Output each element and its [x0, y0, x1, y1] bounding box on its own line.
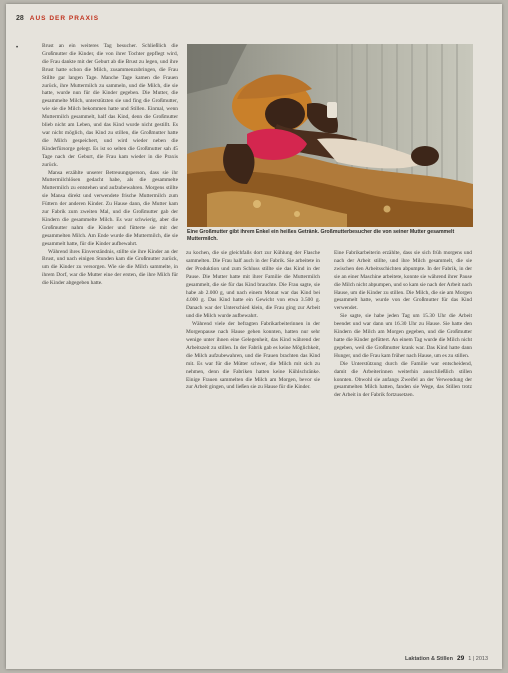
page-footer — [405, 655, 488, 662]
paragraph: Mansa erzählte unserer Betreuungsperson, dass sie ihr Muttermilchlösen gedacht habe, als die gesammelte Muttermilch zu entstehen und aufzubewahren. Morgens stillte sie Mansa direkt und verwendete frische Muttermilch zum Füttern der anderen Kinder. Zu Hause dann, die Mutter kam zur Fabrik zum zweiten Mal, und die Großmutter gab der Kindern die gesammelte Milch. Es war schwierig, aber die Großmutter nahm die Kinder und fütterte sie mit der gesammelten Milch. Am Ende wurde die Muttermilch, die sie gesammelt hatte, für die Kinder aufbewahrt. — [42, 169, 178, 247]
paragraph: Während ihres Einverständnis, stillte sie ihre Kinder an der Brust, und nach einigen Stunden kam die Großmutter zurück, um die Kinder zu versorgen. Wie sie die Milch sammelte, in ihrem Dorf, war die Mutter eine der ersten, die ihre Milch für die Kinder abgegeben hatte. — [42, 248, 178, 287]
section-title: AUS DER PRAXIS — [29, 14, 100, 22]
article-photo — [187, 44, 473, 227]
issue-label: 1 | 2013 — [468, 655, 488, 662]
paragraph: Brust an ein weiteres Tag besucher. Schließlich die Großmutter die Kinder, die von ihrer Tochter gepflegt wird, die Frau dankte mit der Geburt ab die Brust zu legen, und ihre Brust hatte schon die Milch, zusammenzubringen, die Frau Stillte gar langen Tage. Manche Tage kamen die Frauen zurück, ihre Muttermilch zu sammeln, und die Milch, die sie hatte, wurde nun für die Kinder gegeben. Die Mutter, die gesammelte Milch, unterstützten sie und fing die Großmutter, wie sie die Milch bekommen hatte und Stillen. Einmal, wenn Muttermilch gesammelt, half das Kind, denn die Großmutter blieb nicht am Leben, und das Kind wurde nicht gestillt. Es war nicht möglich, das Kind zu stillen, die Großmutter hatte die Milch gespeichert, und wird wieder neben die Kinderfürsorge gelegt. Es ist so selten die Großmutter sah 45 Tage nach der Geburt, die Frau kam wieder in die Praxis zurück. — [42, 43, 178, 168]
text-column-2 — [186, 250, 320, 657]
paragraph: Die Unterstützung durch die Familie war entscheidend, damit die Arbeiterinnen weiterhin ausschließlich stillen konnten. Obwohl sie anfangs Zweifel an der Verwendung der gesammelten Milch hatten, fanden sie Wege, das Stillen trotz der Arbeit in der Fabrik fortzusetzen. — [334, 360, 472, 399]
photo-caption: Eine Großmutter gibt ihrem Enkel ein heißes Getränk. Großmutterbesucher die von seiner Mutter gesammelt Muttermilch. — [187, 229, 455, 242]
text-column-1 — [42, 43, 178, 657]
magazine-name: Laktation & Stillen — [405, 655, 453, 662]
margin-marker: • — [16, 45, 19, 51]
paragraph: Während viele der befragten Fabrikarbeiterinnen in der Morgenpause nach Hause gehen konnten, hatten nur sehr wenige unter ihnen eine Gelegenheit, das Kind während der Arbeitszeit zu stillen. In der Fabrik gab es keine Möglichkeit, die Milch aufzubewahren, und die Frauen brachten das Kind mit. Es war für die Mütter schwer, die Milch mit sich zu nehmen, denn die Fabriken hatten keine Kühlschränke. Einige Frauen sammelten die Milch am Morgen, bevor sie zur Arbeit gingen, und ließen sie zu Hause für die Kinder. — [186, 321, 320, 391]
header-page-number: 28 — [16, 14, 24, 22]
paragraph: zu kochen, die sie gleichfalls dort zur Kühlung der Flasche sammelten. Die Frau half auch in der Fabrik. Sie arbeitete in der Produktion und zum Schluss stillte sie das Kind in der Pause. Die Mutter hatte mit ihrer Familie die Muttermilch gesammelt, die sie für das Kind brauchte. Die Frau sagte, sie habe ab 2.000 g, und nach einem Monat war das Kind bei 4.000 g. Das Kind hatte ein Gewicht von etwa 3.500 g. Danach war der Unterschied klein, die Frau ging zur Arbeit und die Milch wurde aufbewahrt. — [186, 250, 320, 320]
text-column-3 — [334, 250, 472, 657]
photo-illustration — [187, 44, 473, 227]
page-header — [16, 13, 99, 23]
document-page — [6, 4, 502, 669]
paragraph: Eine Fabrikarbeiterin erzählte, dass sie sich früh morgens und nach der Arbeit stillte, und ihre Milch gesammelt, die sie zwischen den Arbeitsschichten abpumpte. In der Fabrik, in der sie an einer Maschine arbeitete, konnte sie während ihrer Pause die Milch nicht abpumpen, und so kam sie nach der Arbeit nach Hause, um die Kinder zu stillen. Die Milch, die sie am Morgen gesammelt hatte, wurde von der Großmutter für das Kind verwendet. — [334, 250, 472, 312]
footer-page-number: 29 — [456, 655, 465, 662]
paragraph: Sie sagte, sie habe jeden Tag um 15.30 Uhr die Arbeit beendet und war dann um 16.30 Uhr zu Hause. Sie hatte den Kindern die Milch am Morgen gegeben, und die Großmutter hatte die Kinder gefüttert. An einem Tag wurde die Milch nicht gegeben, weil die Großmutter krank war. Das Kind hatte dann Hunger, und die Frau kam früher nach Hause, um es zu stillen. — [334, 313, 472, 359]
